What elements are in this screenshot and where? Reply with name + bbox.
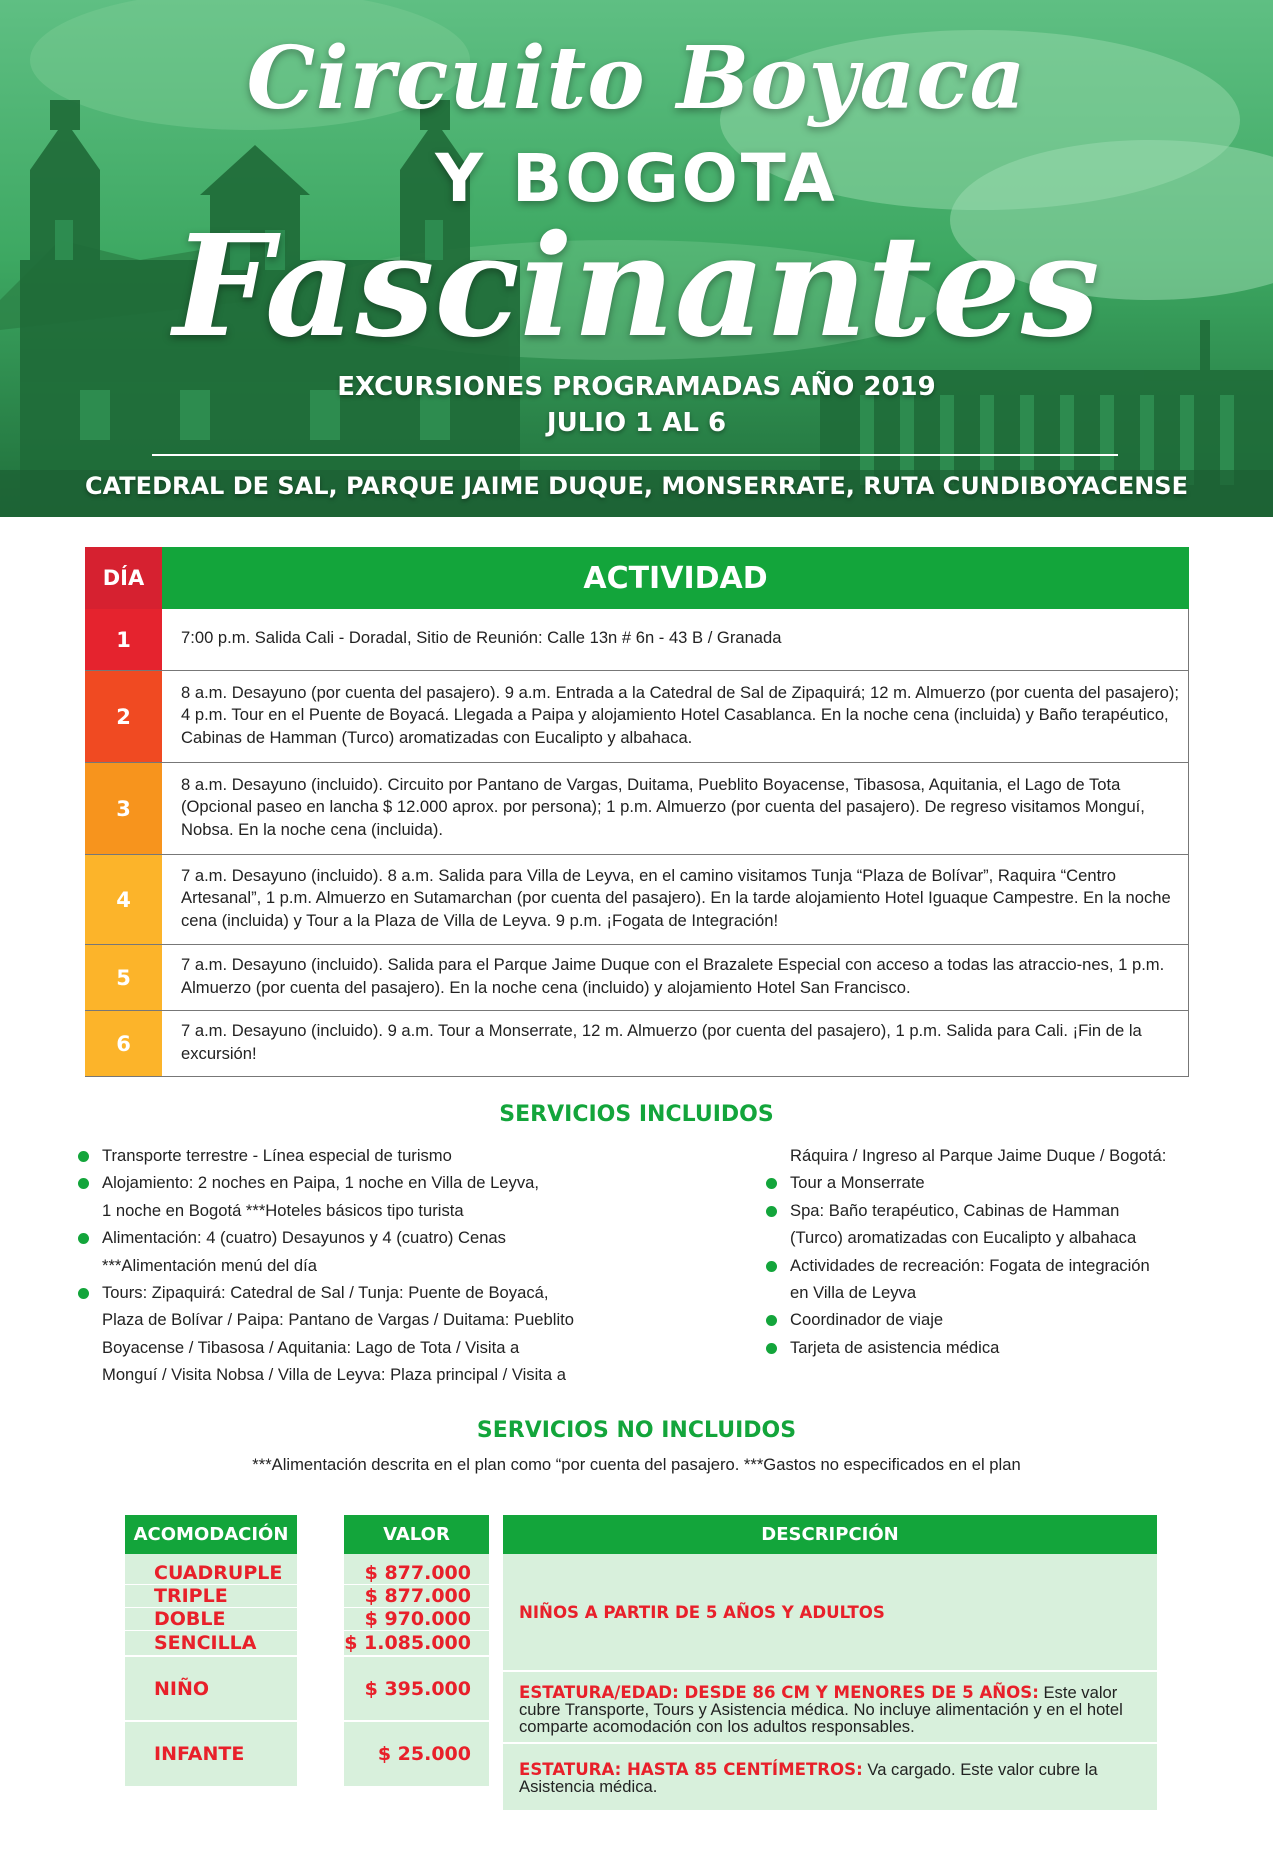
subtitle-excursiones: EXCURSIONES PROGRAMADAS AÑO 2019 [337,372,936,402]
itinerary-row [85,609,1189,671]
day-number: 3 [85,763,162,854]
included-item [768,1142,1238,1169]
title-fascinantes: Fascinantes [173,205,1100,369]
included-item-text: (Turco) aromatizadas con Eucalipto y albahaca [790,1228,1137,1248]
activity-text: 7 a.m. Desayuno (incluido). 9 a.m. Tour a Monserrate, 12 m. Almuerzo (por cuenta del pasajero), 1 p.m. Salida para Cali. ¡Fin de la excursión! [162,1011,1189,1076]
included-item [80,1169,720,1196]
included-item [80,1224,720,1251]
included-item [80,1361,720,1388]
included-item-text: en Villa de Leyva [790,1283,917,1303]
day-number: 1 [85,609,162,670]
header-accommodation: ACOMODACIÓN [125,1515,297,1554]
included-item [768,1224,1238,1251]
accommodation-type: INFANTE [125,1722,297,1788]
description-cells [503,1554,1157,1810]
itinerary-row [85,945,1189,1011]
desc-infant [503,1744,1157,1810]
header-value: VALOR [344,1515,489,1554]
value-column [344,1515,489,1788]
accommodation-type: NIÑO [125,1657,297,1722]
desc-adults-text: NIÑOS A PARTIR DE 5 AÑOS Y ADULTOS [519,1602,885,1622]
price-value: $ 877.000 [344,1562,489,1585]
included-item [768,1252,1238,1279]
header-activity: ACTIVIDAD [162,547,1189,609]
included-item-text: Transporte terrestre - Línea especial de turismo [102,1146,452,1165]
accommodation-type: TRIPLE [125,1585,297,1608]
cell-padding [125,1554,297,1562]
bullet-icon [766,1206,777,1217]
subtitle-dates: JULIO 1 AL 6 [546,408,727,438]
activity-text: 7:00 p.m. Salida Cali - Doradal, Sitio de Reunión: Calle 13n # 6n - 43 B / Granada [162,609,1189,670]
included-item [80,1334,720,1361]
itinerary-row [85,1011,1189,1077]
bullet-icon [78,1178,89,1189]
bullet-icon [78,1233,89,1244]
included-item-text: Actividades de recreación: Fogata de integración [790,1255,1150,1275]
included-item [768,1169,1238,1196]
day-number: 5 [85,945,162,1010]
included-item [80,1142,720,1169]
included-item-text: Tour a Monserrate [790,1173,925,1193]
price-value: $ 395.000 [344,1657,489,1722]
itinerary-row [85,671,1189,763]
included-item-text: ***Alimentación menú del día [102,1255,317,1275]
bullet-icon [766,1178,777,1189]
included-item-text: Spa: Baño terapéutico, Cabinas de Hamman [790,1200,1120,1220]
included-item-text: Boyacense / Tibasosa / Aquitania: Lago de Tota / Visita a [102,1337,520,1357]
description-column [503,1515,1157,1810]
price-value: $ 877.000 [344,1585,489,1608]
desc-child-text: Este valor cubre Transporte, Tours y Asistencia médica. No incluye alimentación y en el hotel comparte acomodación con los adultos responsables. [519,1683,1123,1736]
accommodation-type: DOBLE [125,1608,297,1631]
title-circuito-boyaca: Circuito Boyaca [246,28,1027,129]
day-number: 4 [85,855,162,944]
desc-infant-label: ESTATURA: HASTA 85 CENTÍMETROS: [519,1760,863,1779]
desc-child [503,1672,1157,1744]
activity-text: 8 a.m. Desayuno (incluido). Circuito por Pantano de Vargas, Duitama, Pueblito Boyacense, Tibasosa, Aquitania, el Lago de Tota (Opcional paseo en lancha $ 12.000 aprox. por persona); 1 p.m. Almuerzo (por cuenta del pasajero). De regreso visitamos Monguí, Nobsa. En la noche cena (incluida). [162,763,1189,854]
activity-text: 7 a.m. Desayuno (incluido). 8 a.m. Salida para Villa de Leyva, en el camino visitamos Tunja “Plaza de Bolívar”, Raquira “Centro Artesanal”, 1 p.m. Almuerzo en Sutamarchan (por cuenta del pasajero). En la tarde alojamiento Hotel Iguaque Campestre. En la noche cena (incluida) y Tour a la Plaza de Villa de Leyva. 9 p.m. ¡Fogata de Integración! [162,855,1189,944]
price-value: $ 970.000 [344,1608,489,1631]
desc-adults [503,1554,1157,1672]
price-value: $ 25.000 [344,1722,489,1788]
included-item-text: Tarjeta de asistencia médica [790,1337,1000,1357]
included-item [80,1252,720,1279]
included-item [768,1197,1238,1224]
day-number: 6 [85,1011,162,1076]
included-item [80,1197,720,1224]
cell-padding [344,1554,489,1562]
included-item [768,1279,1238,1306]
header-description: DESCRIPCIÓN [503,1515,1157,1554]
hero-divider [152,454,1118,456]
header-day: DÍA [85,547,162,609]
included-item-text: Alojamiento: 2 noches en Paipa, 1 noche en Villa de Leyva, [102,1173,539,1193]
accommodation-type: CUADRUPLE [125,1562,297,1585]
included-item [80,1306,720,1333]
price-value: $ 1.085.000 [344,1631,489,1657]
included-list-left [80,1142,720,1389]
desc-infant-text: Va cargado. Este valor cubre la Asistencia médica. [519,1760,1098,1796]
title-y-bogota: Y BOGOTA [435,140,838,217]
bullet-icon [766,1343,777,1354]
day-number: 2 [85,671,162,762]
included-item-text: Alimentación: 4 (cuatro) Desayunos y 4 (cuatro) Cenas [102,1228,506,1248]
included-item [768,1306,1238,1333]
not-included-title: SERVICIOS NO INCLUIDOS [476,1418,797,1443]
included-item [80,1279,720,1306]
itinerary-header [85,547,1189,609]
bullet-icon [78,1288,89,1299]
included-item-text: Coordinador de viaje [790,1310,944,1330]
activity-text: 7 a.m. Desayuno (incluido). Salida para el Parque Jaime Duque con el Brazalete Especial con acceso a todas las atraccio-nes, 1 p.m. Almuerzo (por cuenta del pasajero). En la noche cena (incluido) y alojamiento Hotel San Francisco. [162,945,1189,1010]
accommodation-column [125,1515,297,1788]
included-list-right [768,1142,1238,1361]
itinerary-rows [85,609,1189,1077]
accommodation-type: SENCILLA [125,1631,297,1657]
itinerary-table [85,547,1189,1077]
included-item [768,1334,1238,1361]
bullet-icon [766,1315,777,1326]
included-item-text: Ráquira / Ingreso al Parque Jaime Duque / Bogotá: [790,1146,1167,1165]
bullet-icon [78,1151,89,1162]
not-included-text: ***Alimentación descrita en el plan como “por cuenta del pasajero. ***Gastos no especificados en el plan [252,1455,1021,1474]
subtitle-places: CATEDRAL DE SAL, PARQUE JAIME DUQUE, MONSERRATE, RUTA CUNDIBOYACENSE [84,472,1188,500]
activity-text: 8 a.m. Desayuno (por cuenta del pasajero). 9 a.m. Entrada a la Catedral de Sal de Zipaquirá; 12 m. Almuerzo (por cuenta del pasajero); 4 p.m. Tour en el Puente de Boyacá. Llegada a Paipa y alojamiento Hotel Casablanca. En la noche cena (incluida) y Baño terapéutico, Cabinas de Hamman (Turco) aromatizadas con Eucalipto y albahaca. [162,671,1189,762]
itinerary-row [85,855,1189,945]
itinerary-row [85,763,1189,855]
bullet-icon [766,1261,777,1272]
included-item-text: Plaza de Bolívar / Paipa: Pantano de Vargas / Duitama: Pueblito [102,1310,574,1330]
included-item-text: 1 noche en Bogotá ***Hoteles básicos tipo turista [102,1200,464,1220]
included-title: SERVICIOS INCLUIDOS [499,1102,774,1127]
desc-child-label: ESTATURA/EDAD: DESDE 86 CM Y MENORES DE 5 AÑOS: [519,1683,1039,1702]
value-cells [344,1554,489,1788]
hero-banner [0,0,1273,517]
included-item-text: Tours: Zipaquirá: Catedral de Sal / Tunja: Puente de Boyacá, [102,1283,549,1303]
included-item-text: Monguí / Visita Nobsa / Villa de Leyva: Plaza principal / Visita a [102,1365,566,1385]
accommodation-cells [125,1554,297,1788]
